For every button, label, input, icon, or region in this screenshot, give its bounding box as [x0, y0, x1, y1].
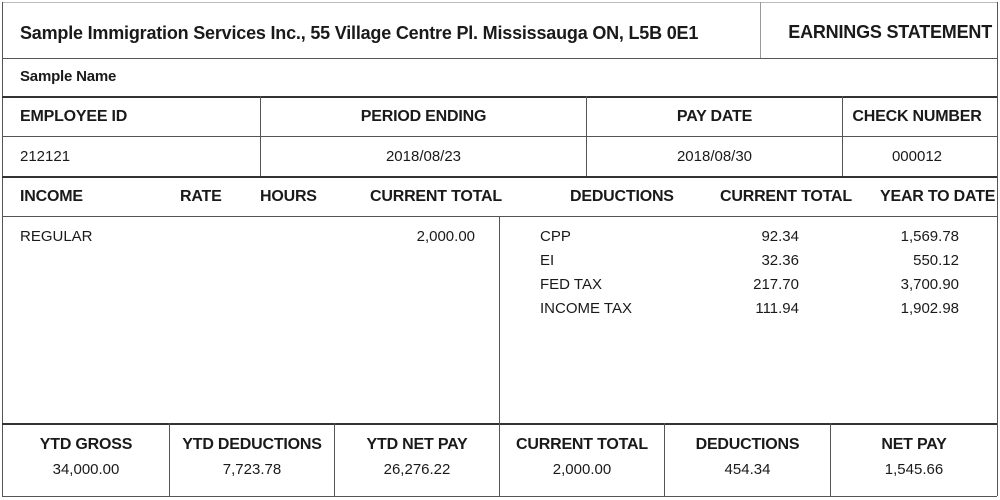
top-border [2, 2, 997, 3]
left-border [2, 2, 3, 496]
period-ending-header: PERIOD ENDING [360, 108, 487, 125]
deduction-row-ytd: 1,569.78 [900, 228, 959, 245]
deduction-row-ytd: 3,700.90 [900, 276, 959, 293]
deduction-row-label: INCOME TAX [540, 300, 632, 317]
ytd-deductions-header: YTD DEDUCTIONS [182, 436, 322, 453]
title-separator [2, 58, 997, 59]
deduction-row-current-total: 32.36 [761, 252, 799, 269]
deductions-header: DEDUCTIONS [570, 188, 674, 205]
period-ending-value: 2018/08/23 [385, 148, 462, 165]
pay-date-header: PAY DATE [676, 108, 753, 125]
employee-id-value: 212121 [20, 148, 71, 165]
deductions-current-total-header: CURRENT TOTAL [720, 188, 852, 205]
check-number-value: 000012 [891, 148, 943, 165]
deduction-row-current-total: 217.70 [753, 276, 799, 293]
pay-date-value: 2018/08/30 [676, 148, 753, 165]
hours-header: HOURS [260, 188, 317, 205]
info-divider-3 [842, 96, 843, 176]
deduction-row-ytd: 550.12 [913, 252, 959, 269]
summary-current-total-value: 2,000.00 [552, 461, 612, 478]
summary-divider-2 [334, 423, 335, 496]
right-border [997, 2, 998, 496]
check-number-header: CHECK NUMBER [852, 108, 982, 125]
deduction-row-ytd: 1,902.98 [900, 300, 959, 317]
ytd-gross-value: 34,000.00 [52, 461, 120, 478]
company-address: Sample Immigration Services Inc., 55 Village Centre Pl. Mississauga ON, L5B 0E1 [20, 23, 699, 43]
summary-divider-1 [169, 423, 170, 496]
info-value-separator [2, 176, 997, 178]
net-pay-header: NET PAY [881, 436, 947, 453]
summary-deductions-header: DEDUCTIONS [695, 436, 800, 453]
bottom-border [2, 496, 997, 497]
income-row-label: REGULAR [20, 228, 93, 245]
summary-current-total-header: CURRENT TOTAL [516, 436, 648, 453]
summary-divider-4 [664, 423, 665, 496]
statement-title: EARNINGS STATEMENT [788, 22, 992, 42]
ytd-net-pay-header: YTD NET PAY [366, 436, 468, 453]
income-header: INCOME [20, 188, 83, 205]
income-current-total-header: CURRENT TOTAL [370, 188, 502, 205]
income-deduction-divider [499, 216, 500, 423]
title-divider [760, 2, 761, 58]
employee-id-header: EMPLOYEE ID [20, 108, 128, 125]
summary-divider-5 [830, 423, 831, 496]
deduction-row-current-total: 92.34 [761, 228, 799, 245]
deduction-row-current-total: 111.94 [755, 300, 799, 317]
rate-header: RATE [180, 188, 222, 205]
ytd-net-pay-value: 26,276.22 [383, 461, 451, 478]
info-header-separator [2, 136, 997, 137]
name-separator [2, 96, 997, 98]
deduction-row-label: CPP [540, 228, 571, 245]
info-divider-2 [586, 96, 587, 176]
income-row-current-total: 2,000.00 [416, 228, 475, 245]
info-divider-1 [260, 96, 261, 176]
year-to-date-header: YEAR TO DATE [880, 188, 996, 205]
deduction-row-label: EI [540, 252, 555, 269]
ytd-deductions-value: 7,723.78 [222, 461, 282, 478]
employee-name: Sample Name [20, 68, 117, 85]
deduction-row-label: FED TAX [540, 276, 602, 293]
ytd-gross-header: YTD GROSS [39, 436, 133, 453]
net-pay-value: 1,545.66 [884, 461, 944, 478]
summary-deductions-value: 454.34 [724, 461, 771, 478]
summary-divider-3 [499, 423, 500, 496]
